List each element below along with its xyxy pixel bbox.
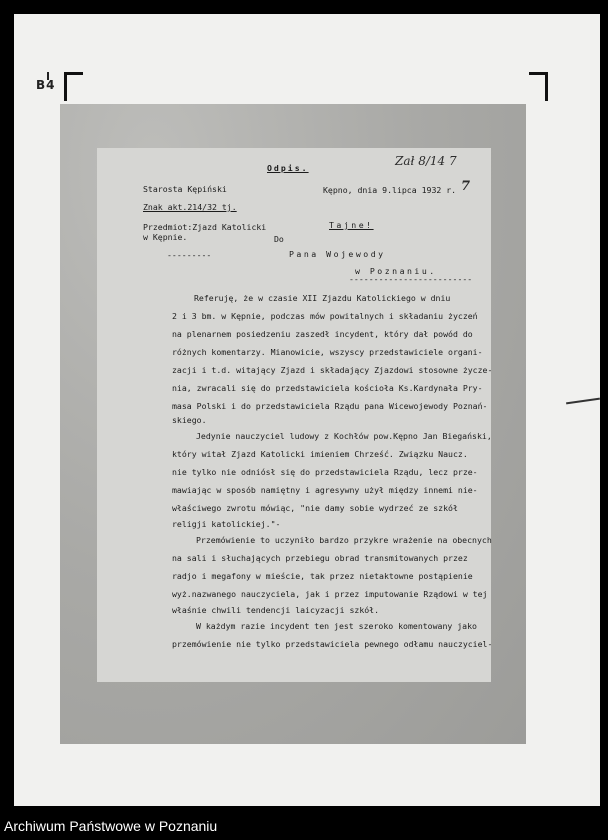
footer-bar [0,812,608,840]
body-line: nie tylko nie odniósł się do przedstawiciela Rządu, lecz prze- [172,467,478,477]
body-line: Referuję, że w czasie XII Zjazdu Katolickiego w dniu [194,293,451,303]
body-line: na sali i słuchających przebiegu obrad transmitowanych przez [172,553,468,563]
body-line: przemówienie nie tylko przedstawiciela pewnego odłamu nauczyciel- [172,639,493,649]
handwritten-seven: 7 [461,179,471,194]
body-line: który witał Zjazd Katolicki imieniem Chrześć. Związku Naucz. [172,449,468,459]
body-line: radjo i megafony w mieście, tak przez nietaktowne postąpienie [172,571,473,581]
crop-mark-left [64,72,83,101]
separator: --------- [167,250,212,260]
subject-line-1: Przedmiot:Zjazd Katolicki [143,222,267,232]
body-line: masa Polski i do przedstawiciela Rządu pana Wicewojewody Poznań- [172,401,488,411]
recipient-underline: ------------------------- [349,274,473,284]
archive-name: Archiwum Państwowe w Poznaniu [4,818,218,834]
archive-ref-mark: B4 [36,78,56,92]
body-line: skiego. [172,415,207,425]
body-line: zacji i t.d. witający Zjazd i składający Zjazdowi stosowne życze- [172,365,493,375]
recipient-line-2: w Poznaniu. [355,266,437,276]
body-line: wyż.nazwanego nauczyciela, jak i przez imputowanie Rządowi w tej [172,589,488,599]
body-line: właściwego zwrotu mówiąc, "nie damy sobie wydrzeć ze szkół [172,503,458,513]
file-sign: Znak akt.214/32 tj. [143,202,237,212]
document-page [97,148,491,682]
body-line: nia, zwracali się do przedstawiciela kościoła Ks.Kardynała Pry- [172,383,483,393]
body-line: Przemówienie to uczyniło bardzo przykre wrażenie na obecnych [196,535,492,545]
sender: Starosta Kępiński [143,184,227,194]
body-line: W każdym razie incydent ten jest szeroko komentowany jako [196,621,477,631]
subject-line-2: w Kępnie. [143,232,188,242]
body-line: właśnie chwili tendencji laicyzacji szkół. [172,605,380,615]
classification: Tajne! [329,220,374,230]
handwritten-reference: Zał 8/14 7 [395,154,457,168]
place-date: Kępno, dnia 9.lipca 1932 r. [323,185,457,195]
body-line: religji katolickiej."- [172,519,281,529]
to-label: Do [274,234,284,244]
recipient-line-1: Pana Wojewody [289,249,386,259]
document-title: Odpis. [267,163,309,173]
crop-mark-right [529,72,548,101]
body-line: mawiając w sposób namiętny i agresywny użył między innemi nie- [172,485,478,495]
body-line: 2 i 3 bm. w Kępnie, podczas mów powitalnych i składaniu życzeń [172,311,478,321]
body-line: Jedynie nauczyciel ludowy z Kochłów pow.Kępno Jan Biegański, [196,431,492,441]
body-line: na plenarnem posiedzeniu zaszedł incydent, który dał powód do [172,329,473,339]
body-line: różnych komentarzy. Mianowicie, wszyscy przedstawiciele organi- [172,347,483,357]
